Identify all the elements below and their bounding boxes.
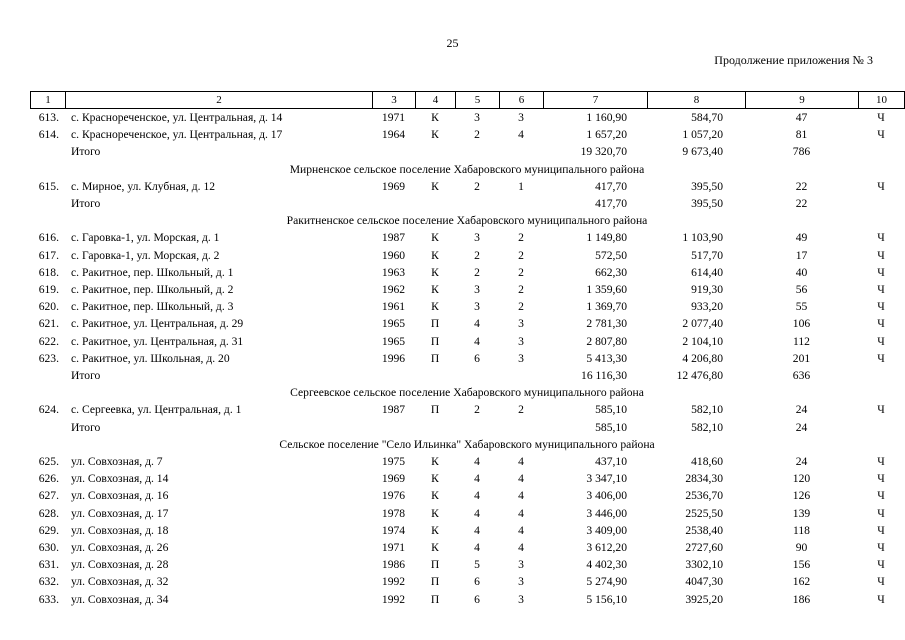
material-cell: П [430,558,440,572]
row-number-cell: 633. [38,592,59,606]
section-heading-row [30,212,904,229]
row-number-cell: 625. [38,455,59,469]
mark-cell: Ч [877,506,885,520]
table-row [30,298,904,315]
mark-cell: Ч [877,317,885,331]
floors-cell: 6 [474,351,480,365]
mark-cell: Ч [877,558,885,572]
row-number-cell [30,367,65,384]
material-cell: К [431,111,439,124]
total-area-cell: 662,30 [595,265,627,279]
section-heading: Ракитненское сельское поселение Хабаровского муниципального района [286,214,648,228]
row-number-cell: 629. [38,523,59,537]
total-area-cell: 1 359,60 [586,283,627,297]
mark-cell: Ч [877,351,885,365]
total-label: Итого [71,145,101,159]
residents-cell: 201 [792,351,811,365]
residents-cell: 81 [795,128,808,142]
column-header: 10 [859,92,905,109]
material-cell [415,143,455,160]
floors-cell: 6 [474,575,480,589]
year-cell: 1992 [381,575,406,589]
section-heading-row [30,161,904,178]
material-cell: П [430,351,440,365]
residents-cell: 186 [792,592,811,606]
material-cell: К [431,265,439,279]
residents-cell: 106 [792,317,811,331]
total-area-cell: 5 413,30 [586,351,627,365]
total-area-cell: 417,70 [595,179,627,193]
entrances-cell: 4 [518,455,524,469]
row-number-cell: 623. [38,351,59,365]
column-header: 3 [373,92,416,109]
total-area-cell: 3 612,20 [586,541,627,555]
material-cell: К [431,523,439,537]
living-area-cell: 614,40 [691,265,723,279]
floors-cell: 3 [474,231,480,245]
floors-cell: 2 [474,248,480,262]
year-cell: 1971 [381,541,406,555]
housing-rows [30,109,904,608]
mark-cell: Ч [877,334,885,348]
mark-cell: Ч [877,111,885,124]
table-row [30,350,904,367]
material-cell: К [431,472,439,486]
entrances-cell: 3 [518,317,524,331]
floors-cell: 2 [474,128,480,142]
living-area-cell: 582,10 [691,420,723,434]
address-cell: ул. Совхозная, д. 7 [71,455,163,469]
material-cell [415,419,455,436]
living-area-cell: 395,50 [691,197,723,211]
total-area-cell: 3 406,00 [586,489,627,503]
floors-cell: 4 [474,472,480,486]
address-cell: ул. Совхозная, д. 17 [71,506,169,520]
living-area-cell: 933,20 [691,300,723,314]
entrances-cell: 4 [518,128,524,142]
floors-cell: 4 [474,541,480,555]
section-heading-row [30,436,904,453]
table-row [30,556,904,573]
column-header: 8 [648,92,746,109]
total-area-cell: 572,50 [595,248,627,262]
floors-cell: 4 [474,455,480,469]
living-area-cell: 2834,30 [685,472,723,486]
row-number-cell [30,419,65,436]
table-row [30,573,904,590]
row-number-cell: 619. [38,283,59,297]
year-cell: 1992 [381,592,406,606]
address-cell: ул. Совхозная, д. 26 [71,541,169,555]
row-number-cell: 622. [38,334,59,348]
mark-cell: Ч [877,231,885,245]
entrances-cell: 2 [518,265,524,279]
residents-cell: 22 [795,179,808,193]
row-number-cell: 632. [38,575,59,589]
address-cell: ул. Совхозная, д. 14 [71,472,169,486]
total-area-cell: 19 320,70 [580,145,627,159]
total-area-cell: 5 274,90 [586,575,627,589]
entrances-cell: 3 [518,334,524,348]
column-header: 1 [31,92,66,109]
entrances-cell: 4 [518,523,524,537]
total-row [30,195,904,212]
year-cell [372,195,415,212]
address-cell: с. Ракитное, ул. Центральная, д. 29 [71,317,244,331]
mark-cell: Ч [877,592,885,606]
address-cell: с. Краснореченское, ул. Центральная, д. 17 [71,128,283,142]
entrances-cell: 2 [518,283,524,297]
total-area-cell: 16 116,30 [581,369,627,383]
total-area-cell: 3 347,10 [586,472,627,486]
mark-cell [858,367,904,384]
year-cell: 1963 [381,265,406,279]
living-area-cell: 9 673,40 [682,145,723,159]
table-row [30,247,904,264]
residents-cell: 126 [792,489,811,503]
address-cell: с. Ракитное, ул. Школьная, д. 20 [71,351,230,365]
floors-cell [455,143,499,160]
material-cell [415,367,455,384]
total-area-cell: 3 409,00 [586,523,627,537]
table-row [30,264,904,281]
material-cell: К [431,506,439,520]
entrances-cell: 2 [518,248,524,262]
material-cell: П [430,403,440,417]
residents-cell: 112 [793,334,810,348]
year-cell: 1960 [381,248,406,262]
residents-cell: 55 [795,300,808,314]
entrances-cell: 1 [518,179,524,193]
mark-cell [858,195,904,212]
total-area-cell: 4 402,30 [586,558,627,572]
material-cell: К [431,128,439,142]
entrances-cell: 4 [518,506,524,520]
total-label: Итого [71,197,101,211]
total-area-cell: 1 160,90 [586,111,627,124]
address-cell: с. Ракитное, пер. Школьный, д. 3 [71,300,234,314]
mark-cell: Ч [877,489,885,503]
living-area-cell: 919,30 [691,283,723,297]
living-area-cell: 3925,20 [685,592,723,606]
floors-cell: 4 [474,317,480,331]
mark-cell: Ч [877,283,885,297]
living-area-cell: 418,60 [691,455,723,469]
year-cell: 1961 [381,300,406,314]
column-header: 9 [746,92,859,109]
table-row [30,539,904,556]
living-area-cell: 584,70 [691,111,723,124]
housing-table-body [30,109,885,608]
mark-cell: Ч [877,265,885,279]
residents-cell: 17 [795,248,808,262]
material-cell: П [430,334,440,348]
column-header: 4 [416,92,456,109]
total-area-cell: 585,10 [595,420,627,434]
address-cell: с. Ракитное, пер. Школьный, д. 1 [71,265,234,279]
section-heading-row [30,384,904,401]
row-number-cell: 617. [38,248,59,262]
row-number-cell: 614. [38,128,59,142]
mark-cell: Ч [877,403,885,417]
table-row [30,126,904,143]
entrances-cell: 3 [518,575,524,589]
material-cell: П [430,575,440,589]
table-row [30,229,904,246]
entrances-cell [499,419,543,436]
residents-cell: 40 [795,265,808,279]
entrances-cell: 3 [518,351,524,365]
section-heading: Сергеевское сельское поселение Хабаровского муниципального района [290,386,644,400]
floors-cell: 6 [474,592,480,606]
year-cell: 1965 [381,317,406,331]
year-cell: 1962 [381,283,406,297]
residents-cell: 162 [792,575,811,589]
address-cell: с. Ракитное, пер. Школьный, д. 2 [71,283,234,297]
total-area-cell: 585,10 [595,403,627,417]
living-area-cell: 582,10 [691,403,723,417]
address-cell: с. Краснореченское, ул. Центральная, д. 14 [71,111,283,124]
year-cell [372,367,415,384]
residents-cell: 22 [795,197,808,211]
mark-cell: Ч [877,128,885,142]
floors-cell: 3 [474,300,480,314]
row-number-cell: 627. [38,489,59,503]
living-area-cell: 4047,30 [685,575,723,589]
table-row [30,470,904,487]
material-cell: К [431,300,439,314]
residents-cell: 139 [792,506,811,520]
residents-cell: 24 [795,403,808,417]
total-row [30,143,904,160]
floors-cell [455,195,499,212]
row-number-cell: 621. [38,317,59,331]
row-number-cell: 628. [38,506,59,520]
page-number: 25 [446,36,459,50]
total-area-cell: 1 369,70 [586,300,627,314]
residents-cell: 118 [793,523,810,537]
table-row [30,333,904,350]
floors-cell [455,367,499,384]
address-cell: с. Мирное, ул. Клубная, д. 12 [71,179,216,193]
year-cell: 1974 [381,523,406,537]
mark-cell: Ч [877,472,885,486]
year-cell: 1964 [381,128,406,142]
total-area-cell: 2 807,80 [586,334,627,348]
living-area-cell: 395,50 [691,179,723,193]
year-cell: 1971 [381,111,406,124]
living-area-cell: 2727,60 [685,541,723,555]
living-area-cell: 1 103,90 [682,231,723,245]
floors-cell [455,419,499,436]
table-row [30,315,904,332]
floors-cell: 2 [474,403,480,417]
residents-cell: 47 [795,111,808,124]
row-number-cell [30,195,65,212]
row-number-cell: 631. [38,558,59,572]
table-row [30,453,904,470]
row-number-cell: 613. [38,111,59,124]
address-cell: ул. Совхозная, д. 28 [71,558,169,572]
material-cell: К [431,541,439,555]
living-area-cell: 2538,40 [685,523,723,537]
mark-cell [858,419,904,436]
year-cell: 1976 [381,489,406,503]
mark-cell: Ч [877,300,885,314]
living-area-cell: 12 476,80 [676,369,723,383]
address-cell: с. Сергеевка, ул. Центральная, д. 1 [71,403,242,417]
row-number-cell: 626. [38,472,59,486]
living-area-cell: 2525,50 [685,506,723,520]
residents-cell: 636 [792,369,811,383]
floors-cell: 2 [474,265,480,279]
year-cell: 1975 [381,455,406,469]
material-cell: К [431,248,439,262]
total-row [30,367,904,384]
entrances-cell: 3 [518,111,524,124]
material-cell [415,195,455,212]
mark-cell: Ч [877,575,885,589]
year-cell: 1965 [381,334,406,348]
entrances-cell: 2 [518,231,524,245]
column-number-header [30,91,905,109]
year-cell: 1969 [381,472,406,486]
material-cell: П [430,592,440,606]
table-row [30,522,904,539]
material-cell: П [430,317,440,331]
entrances-cell [499,367,543,384]
address-cell: ул. Совхозная, д. 16 [71,489,169,503]
entrances-cell: 4 [518,489,524,503]
living-area-cell: 1 057,20 [682,128,723,142]
column-header: 6 [500,92,544,109]
residents-cell: 49 [795,231,808,245]
row-number-cell: 620. [38,300,59,314]
year-cell: 1978 [381,506,406,520]
living-area-cell: 4 206,80 [682,351,723,365]
total-label: Итого [71,420,101,434]
table-row [30,178,904,195]
year-cell [372,419,415,436]
entrances-cell: 3 [518,558,524,572]
year-cell: 1986 [381,558,406,572]
floors-cell: 4 [474,506,480,520]
table-row [30,401,904,418]
living-area-cell: 3302,10 [685,558,723,572]
address-cell: ул. Совхозная, д. 32 [71,575,169,589]
residents-cell: 156 [792,558,811,572]
floors-cell: 5 [474,558,480,572]
mark-cell: Ч [877,455,885,469]
entrances-cell [499,143,543,160]
living-area-cell: 2536,70 [685,489,723,503]
material-cell: К [431,489,439,503]
entrances-cell: 4 [518,472,524,486]
column-header: 7 [544,92,648,109]
floors-cell: 3 [474,111,480,124]
row-number-cell: 616. [38,231,59,245]
total-area-cell: 1 149,80 [586,231,627,245]
row-number-cell: 618. [38,265,59,279]
residents-cell: 56 [795,283,808,297]
table-row [30,109,904,126]
floors-cell: 3 [474,283,480,297]
mark-cell [858,143,904,160]
total-area-cell: 417,70 [595,197,627,211]
appendix-continuation-note: Продолжение приложения № 3 [714,53,873,67]
total-row [30,419,904,436]
mark-cell: Ч [877,179,885,193]
column-header: 5 [456,92,500,109]
material-cell: К [431,283,439,297]
floors-cell: 4 [474,523,480,537]
entrances-cell: 2 [518,403,524,417]
row-number-cell: 615. [38,179,59,193]
address-cell: с. Гаровка-1, ул. Морская, д. 1 [71,231,220,245]
residents-cell: 786 [792,145,811,159]
entrances-cell: 4 [518,541,524,555]
residents-cell: 24 [795,420,808,434]
year-cell: 1987 [381,403,406,417]
mark-cell: Ч [877,248,885,262]
mark-cell: Ч [877,523,885,537]
row-number-cell: 624. [38,403,59,417]
residents-cell: 24 [795,455,808,469]
floors-cell: 4 [474,489,480,503]
table-row [30,505,904,522]
material-cell: К [431,179,439,193]
living-area-cell: 2 104,10 [682,334,723,348]
total-area-cell: 5 156,10 [586,592,627,606]
total-area-cell: 437,10 [595,455,627,469]
year-cell: 1996 [381,351,406,365]
entrances-cell [499,195,543,212]
total-label: Итого [71,369,101,383]
living-area-cell: 517,70 [691,248,723,262]
year-cell [372,143,415,160]
residents-cell: 120 [792,472,811,486]
residents-cell: 90 [795,541,808,555]
floors-cell: 4 [474,334,480,348]
address-cell: ул. Совхозная, д. 34 [71,592,169,606]
section-heading: Сельское поселение "Село Ильинка" Хабаровского муниципального района [279,437,655,451]
row-number-cell: 630. [38,541,59,555]
address-cell: с. Гаровка-1, ул. Морская, д. 2 [71,248,220,262]
total-area-cell: 1 657,20 [586,128,627,142]
table-row [30,591,904,608]
row-number-cell [30,143,65,160]
year-cell: 1987 [381,231,406,245]
living-area-cell: 2 077,40 [682,317,723,331]
mark-cell: Ч [877,541,885,555]
material-cell: К [431,231,439,245]
address-cell: с. Ракитное, ул. Центральная, д. 31 [71,334,244,348]
material-cell: К [431,455,439,469]
table-row [30,487,904,504]
floors-cell: 2 [474,179,480,193]
table-row [30,281,904,298]
section-heading: Мирненское сельское поселение Хабаровского муниципального района [289,162,645,176]
address-cell: ул. Совхозная, д. 18 [71,523,169,537]
column-header: 2 [66,92,373,109]
entrances-cell: 3 [518,592,524,606]
total-area-cell: 2 781,30 [586,317,627,331]
entrances-cell: 2 [518,300,524,314]
total-area-cell: 3 446,00 [586,506,627,520]
year-cell: 1969 [381,179,406,193]
